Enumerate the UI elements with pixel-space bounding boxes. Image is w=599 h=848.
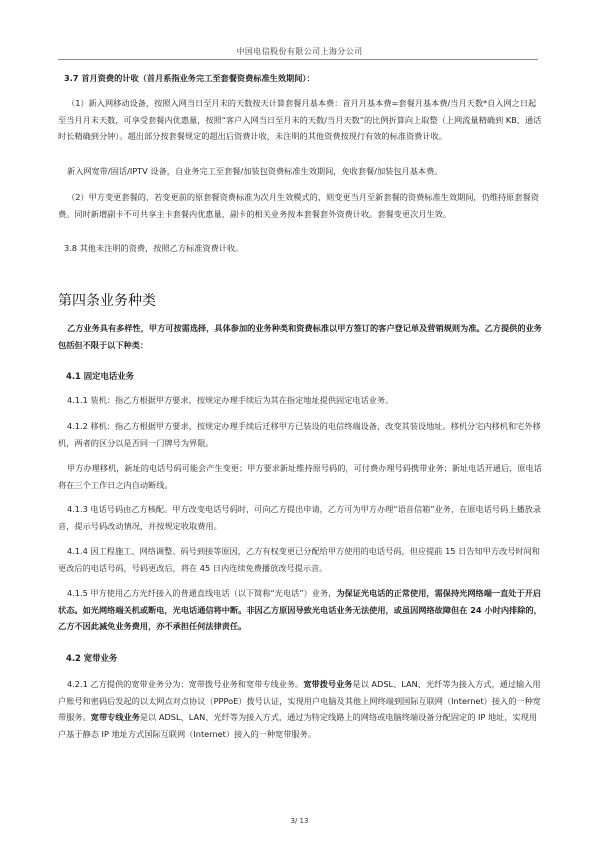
section-3-8: 3.8 其他未注明的资费，按照乙方标准资费计收。 (64, 243, 244, 253)
section-4-2-1-leased-term: 宽带专线业务 (90, 712, 140, 722)
page-number: 3/ 13 (290, 817, 309, 825)
section-4-2-1-lead: 4.2.1 乙方提供的宽带业务分为：宽带拨号业务和宽带专线业务。 (67, 679, 304, 689)
section-4-2-1 (58, 676, 542, 742)
section-4-1-title: 4.1 固定电话业务 (66, 371, 135, 381)
header-divider (58, 59, 538, 60)
section-4-2-1-dialup-term: 宽带拨号业务 (303, 679, 353, 689)
section-4-1-5-bold: 为保证光电话的正常使用，需保持光网络端一直处于开启状态。如光网络端关机或断电，光电话通信将中断。非因乙方原因导致光电话业务无法使用，或虽因网络故障但在 24 小时内排除的，乙方不因此减免业务费用，亦不承担任何法律责任。 (58, 588, 542, 631)
section-3-7-p2: 新入网宽带/固话/IPTV 设备，自业务完工至套餐/加装包资费标准生效期间，免收套餐/加装包月基本费。 (67, 166, 443, 176)
section-4-1-3: 4.1.3 电话号码由乙方核配。甲方改变电话号码时，可向乙方提出申请，乙方可为甲方办理“语音信箱”业务，在原电话号码上播放录音，提示号码改动情况，并按规定收取费用。 (58, 504, 542, 531)
section-3-7-p1: （1）新入网移动设备，按照入网当日至月末的天数按天计算套餐月基本费：首月月基本费=套餐月基本费/当月天数*自入网之日起至当月月末天数，可享受套餐内优惠量，按照“客户入网当日至月末的天数/当月天数”的比例折算向上取整（上网流量精确到 KB、通话时长精确到分钟）。超出部分按套餐规定的超出后资费计收，未注明的其他资费按现行有效的标准资费计收。 (58, 98, 542, 141)
section-4-1-5-lead: 4.1.5 甲方使用乙方光纤接入的普通直线电话（以下简称“光电话”）业务， (67, 588, 337, 598)
article-4-intro: 乙方业务具有多样性，甲方可按需选择，具体参加的业务种类和资费标准以甲方签订的客户登记单及营销规则为准。乙方提供的业务包括但不限于以下种类： (58, 323, 542, 350)
section-4-2-1-leased-desc: 是以 ADSL、LAN、光纤等为接入方式，通过为特定线路上的网络或电脑终端设备分配固定的 IP 地址，实现用户基于静态 IP 地址方式国际互联网（Internet）接入的一种宽带服务。 (58, 712, 538, 739)
section-3-7-p3: （2）甲方变更套餐的，若变更前的原套餐资费标准为次月生效模式的，则变更当月至新套餐的资费标准生效期间，仍维持原套餐资费。同时新增副卡不可共享主卡套餐内优惠量，副卡的相关业务按本套餐套外资费计收。套餐变更次月生效。 (58, 192, 539, 219)
article-4-heading: 第四条业务种类 (58, 293, 156, 309)
section-4-1-5 (58, 585, 542, 635)
section-4-1-4: 4.1.4 因工程施工、网络调整、码号到接等原因，乙方有权变更已分配给甲方使用的电话号码，但应提前 15 日告知甲方改号时间和更改后的电话号码，号码更改后，将在 45 日内连续免费播放改号提示音。 (58, 546, 540, 573)
section-4-1-2-move: 甲方办理移机，新址的电话号码可能会产生变更；甲方要求新址维持原号码的，可付费办理号码携带业务；新址电话开通后，原电话将在三个工作日之内自动断线。 (58, 463, 542, 490)
section-4-2-title: 4.2 宽带业务 (66, 653, 118, 663)
section-3-7-title: 3.7 首月资费的计收（首月系指业务完工至套餐资费标准生效期间）： (64, 73, 315, 83)
section-4-1-2: 4.1.2 移机：指乙方根据甲方要求，按规定办理手续后迁移甲方已装设的电信终端设备，改变其装设地址。移机分宅内移机和宅外移机，两者的区分以是否同一门牌号为界限。 (58, 421, 541, 448)
section-4-2-1-dialup-desc: 是以 ADSL、LAN、光纤等为接入方式，通过输入用户账号和密码后发起的以太网点对点协议（PPPoE）拨号认证，实现用户电脑及其他上网终端到国际互联网（Internet）接入的一种宽带服务。 (58, 679, 541, 722)
page-header: 中国电信股份有限公司上海分公司 (236, 47, 363, 56)
section-4-1-1: 4.1.1 装机：指乙方根据甲方要求，按规定办理手续后为其在指定地址提供固定电话业务。 (67, 395, 394, 405)
